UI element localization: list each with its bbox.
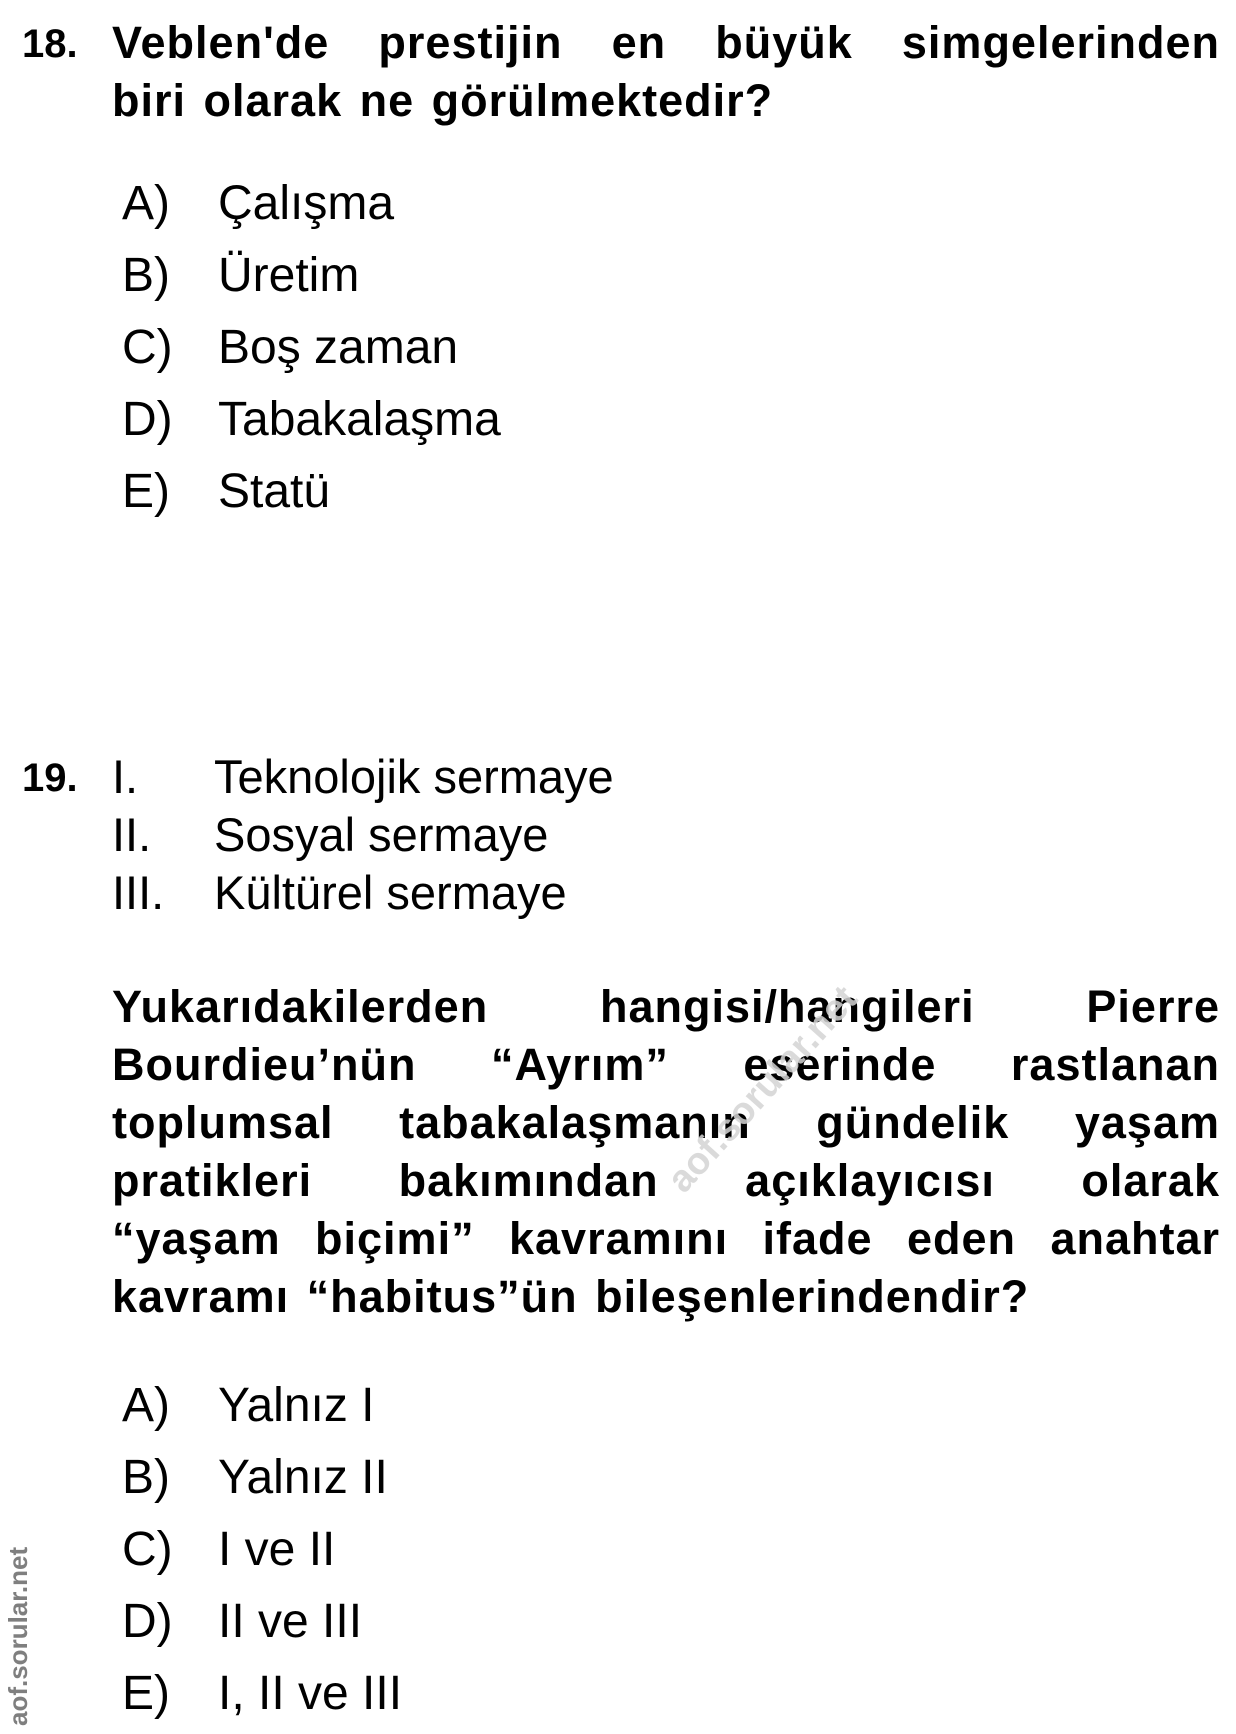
option-text: Üretim (218, 249, 360, 302)
option-letter: D) (122, 1595, 173, 1648)
stem-line: pratikleri bakımından açıklayıcısı olarak (112, 1155, 1220, 1206)
option-letter: C) (122, 1523, 173, 1576)
statement-text: Kültürel sermaye (214, 866, 567, 919)
option-text: Yalnız II (218, 1451, 388, 1504)
stem-line: Yukarıdakilerden hangisi/hangileri Pierre (112, 981, 1220, 1032)
statement-list (112, 748, 614, 922)
answer-options (122, 1370, 402, 1730)
stem-line: Veblen'de prestijin en büyük simgelerinden (112, 17, 1220, 68)
option-letter: B) (122, 1451, 170, 1504)
option-letter: A) (122, 1379, 170, 1432)
option-a[interactable] (122, 168, 501, 240)
stem-line: toplumsal tabakalaşmanın gündelik yaşam (112, 1097, 1220, 1148)
stem-line: kavramı “habitus”ün bileşenlerindendir? (112, 1271, 1030, 1322)
stem-line: Bourdieu’nün “Ayrım” eserinde rastlanan (112, 1039, 1220, 1090)
option-text: Boş zaman (218, 321, 459, 374)
option-letter: D) (122, 393, 173, 446)
option-e[interactable] (122, 456, 501, 528)
side-watermark: aof.sorular.net (3, 1546, 33, 1726)
option-d[interactable] (122, 1586, 402, 1658)
option-text: I ve II (218, 1523, 336, 1576)
option-c[interactable] (122, 1514, 402, 1586)
question-stem (112, 14, 1220, 130)
option-text: Çalışma (218, 177, 395, 230)
option-letter: B) (122, 249, 170, 302)
diagonal-watermark: aof.sorular.net (659, 977, 866, 1201)
question-number: 18. (22, 22, 78, 66)
option-b[interactable] (122, 240, 501, 312)
option-text: Tabakalaşma (218, 393, 501, 446)
option-letter: A) (122, 177, 170, 230)
statement-text: Teknolojik sermaye (214, 750, 614, 803)
statement-item (112, 806, 614, 864)
option-text: Statü (218, 465, 331, 518)
stem-line: “yaşam biçimi” kavramını ifade eden anahtar (112, 1213, 1220, 1264)
option-b[interactable] (122, 1442, 402, 1514)
question-number: 19. (22, 756, 78, 800)
statement-item (112, 748, 614, 806)
option-text: I, II ve III (218, 1667, 403, 1720)
stem-line: biri olarak ne görülmektedir? (112, 75, 774, 126)
option-letter: E) (122, 465, 170, 518)
option-letter: E) (122, 1667, 170, 1720)
statement-item (112, 864, 614, 922)
option-text: Yalnız I (218, 1379, 375, 1432)
statement-numeral: II. (112, 808, 152, 861)
statement-numeral: I. (112, 750, 139, 803)
question-stem (112, 978, 1220, 1326)
statement-numeral: III. (112, 866, 165, 919)
option-d[interactable] (122, 384, 501, 456)
option-letter: C) (122, 321, 173, 374)
option-c[interactable] (122, 312, 501, 384)
option-text: II ve III (218, 1595, 363, 1648)
option-a[interactable] (122, 1370, 402, 1442)
option-e[interactable] (122, 1658, 402, 1730)
statement-text: Sosyal sermaye (214, 808, 549, 861)
answer-options (122, 168, 501, 528)
